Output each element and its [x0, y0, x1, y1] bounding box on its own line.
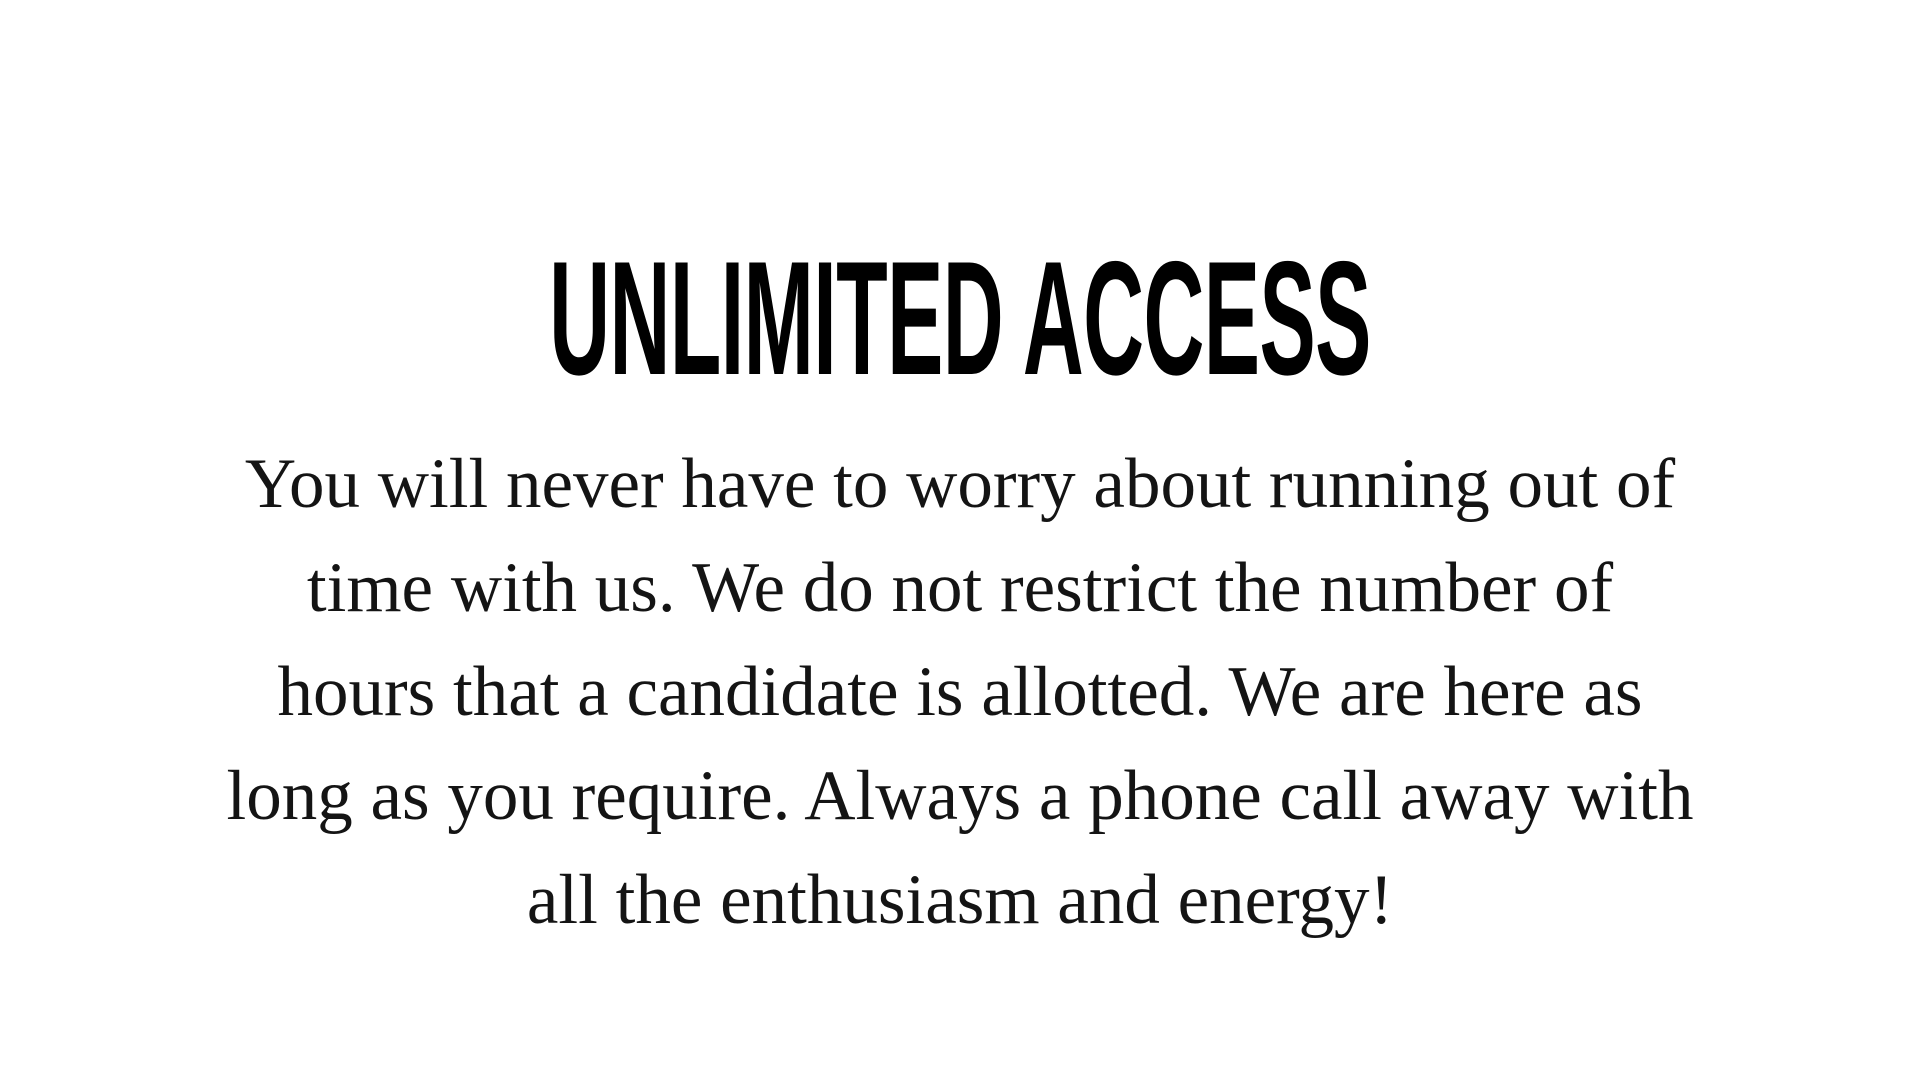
- slide-body: [70, 432, 1850, 952]
- body-line-2: time with us. We do not restrict the number of: [306, 549, 1614, 627]
- body-line-5: all the enthusiasm and energy!: [526, 861, 1394, 939]
- slide-title: UNLIMITED ACCESS: [549, 228, 1371, 409]
- body-line-4: long as you require. Always a phone call away with: [226, 757, 1694, 835]
- body-line-1: You will never have to worry about running out of: [244, 445, 1676, 523]
- body-line-3: hours that a candidate is allotted. We are here as: [277, 653, 1643, 731]
